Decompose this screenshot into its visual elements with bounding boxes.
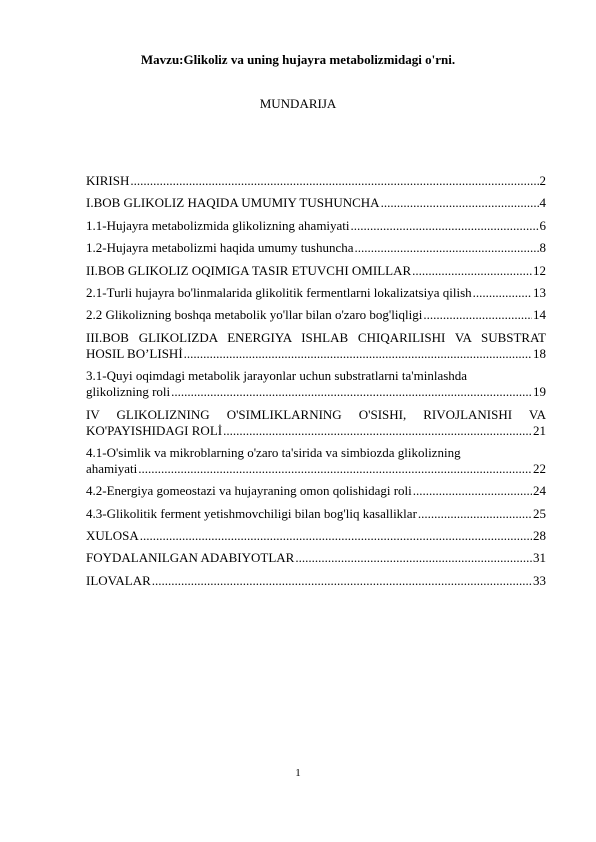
toc-leader-dots [351,218,539,234]
toc-entry-title: 4.2-Energiya gomeostazi va hujayraning omon qolishidagi roli [86,483,412,499]
toc-leader-dots [171,384,532,400]
toc-entry-title: ahamiyati [86,460,138,476]
toc-entry-page: 4 [539,195,546,211]
toc-entry [86,445,546,477]
toc-entry-line [86,346,546,362]
toc-entry-title: KIRISH [86,173,130,188]
toc-entry-page: 19 [533,384,546,400]
toc-entry-title: FOYDALANILGAN ADABIYOTLAR [86,550,295,566]
toc-leader-dots [473,285,532,301]
toc-entry [86,195,546,211]
toc-leader-dots [355,240,539,256]
toc-entry-page: 18 [533,345,546,361]
toc-entry [86,240,546,256]
toc-entry-line [86,423,546,439]
toc-entry-title: 1.2-Hujayra metabolizmi haqida umumy tushuncha [86,240,354,256]
toc-entry-line [86,218,546,234]
toc-entry [86,307,546,323]
toc-entry-line [86,173,546,189]
toc-leader-dots [412,263,532,279]
toc-entry-line [86,285,546,301]
toc-entry-title: HOSIL BO’LISHİ [86,345,183,361]
toc-leader-dots [184,346,532,362]
toc-leader-dots [138,461,532,477]
toc-entry-first-line: IV GLIKOLIZNING O'SIMLIKLARNING O'SISHI, RIVOJLANISHI VA [86,406,546,422]
toc-leader-dots [423,307,532,323]
toc-entry-page: 12 [533,262,546,278]
toc-entry [86,330,546,362]
toc-leader-dots [152,573,532,589]
toc-heading: MUNDARIJA [259,96,337,111]
toc-entry [86,506,546,522]
toc-entry-line [86,528,546,544]
toc-entry [86,573,546,589]
toc-entry-page: 25 [533,505,546,521]
toc-entry-title: XULOSA [86,528,139,544]
toc-entry-page: 33 [533,572,546,588]
toc-entry [86,528,546,544]
table-of-contents [86,173,546,595]
toc-entry-title: 4.3-Glikolitik ferment yetishmovchiligi bilan bog'liq kasalliklar [86,505,417,521]
toc-entry-page: 8 [539,240,546,256]
toc-entry-title: II.BOB GLIKOLIZ OQIMIGA TASIR ETUVCHI OMILLAR [86,262,412,278]
toc-entry-title: 2.1-Turli hujayra bo'linmalarida glikolitik fermentlarni lokalizatsiya qilish [86,284,472,300]
toc-entry-title: ILOVALAR [86,572,151,588]
toc-leader-dots [223,423,532,439]
toc-entry-title: glikolizning roli [86,384,171,400]
toc-entry-page: 6 [539,217,546,233]
toc-entry-page: 14 [533,307,546,323]
toc-leader-dots [413,483,532,499]
toc-entry-line [86,550,546,566]
toc-entry-line [86,506,546,522]
toc-leader-dots [130,173,538,189]
toc-leader-dots [140,528,532,544]
toc-leader-dots [381,195,539,211]
toc-entry [86,263,546,279]
document-title: Mavzu:Glikoliz va uning hujayra metabolizmidagi o'rni. [140,52,456,67]
toc-entry-line [86,573,546,589]
toc-entry-first-line: 4.1-O'simlik va mikroblarning o'zaro ta'sirida va simbiozda glikolizning [86,444,461,460]
toc-leader-dots [418,506,532,522]
toc-entry-line [86,384,546,400]
toc-leader-dots [295,550,532,566]
toc-entry-line [86,195,546,211]
toc-entry-first-line: 3.1-Quyi oqimdagi metabolik jarayonlar uchun substratlarni ta'minlashda [86,368,468,384]
toc-entry [86,368,546,400]
toc-entry-title: I.BOB GLIKOLIZ HAQIDA UMUMIY TUSHUNCHA [86,195,380,211]
toc-entry-first-line: III.BOB GLIKOLIZDA ENERGIYA ISHLAB CHIQARILISHI VA SUBSTRAT [86,329,546,345]
toc-entry-title: 1.1-Hujayra metabolizmida glikolizning ahamiyati [86,217,350,233]
toc-entry-line [86,461,546,477]
toc-entry [86,550,546,566]
toc-entry [86,218,546,234]
toc-entry-page: 13 [533,284,546,300]
toc-entry [86,173,546,189]
toc-entry-line [86,307,546,323]
toc-entry [86,407,546,439]
toc-entry-line [86,263,546,279]
toc-entry-title: 2.2 Glikolizning boshqa metabolik yo'llar bilan o'zaro bog'liqligi [86,307,423,323]
toc-entry-page: 31 [533,550,546,566]
toc-entry-page: 28 [533,528,546,544]
toc-entry-page: 2 [539,173,546,188]
toc-entry-line [86,240,546,256]
toc-entry-title: KO'PAYISHIDAGI ROLİ [86,422,223,438]
toc-entry [86,285,546,301]
toc-entry-page: 24 [533,483,546,499]
toc-entry-page: 21 [533,422,546,438]
page-number: 1 [295,767,301,779]
toc-entry-line [86,483,546,499]
toc-entry [86,483,546,499]
toc-entry-page: 22 [533,460,546,476]
